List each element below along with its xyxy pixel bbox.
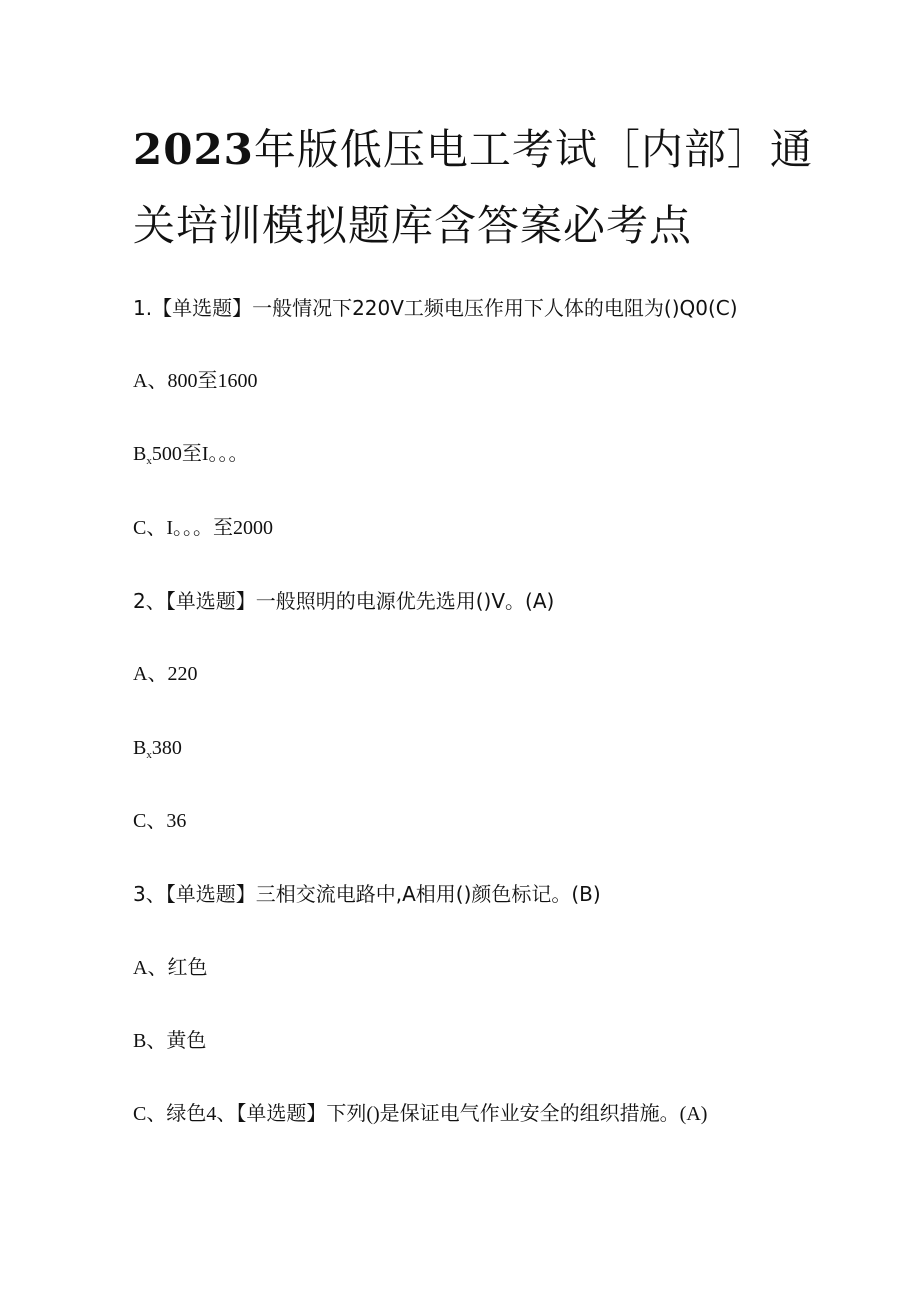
question-3: 3、【单选题】三相交流电路中,A相用()颜色标记。(B) bbox=[133, 882, 601, 906]
option-text: 380 bbox=[151, 737, 182, 759]
question-3-option-c: C、绿色4、【单选题】下列()是保证电气作业安全的组织措施。(A) bbox=[133, 1103, 708, 1125]
question-3-option-a: A、红色 bbox=[133, 957, 208, 979]
option-subscript: x bbox=[146, 455, 152, 467]
option-text: 500至I。。。 bbox=[151, 443, 249, 465]
document-title bbox=[133, 112, 813, 264]
question-2-option-c: C、36 bbox=[133, 810, 187, 832]
title-line-1-text: 年版低压电工考试［内部］通 bbox=[253, 125, 813, 174]
title-year: 2023 bbox=[133, 125, 254, 174]
question-1: 1.【单选题】一般情况下220V工频电压作用下人体的电阻为()Q0(C) bbox=[133, 296, 738, 320]
question-2: 2、【单选题】一般照明的电源优先选用()V。(A) bbox=[133, 589, 555, 613]
title-line-1 bbox=[133, 112, 813, 188]
question-1-option-c: C、I。。。至2000 bbox=[133, 517, 273, 539]
question-1-option-a: A、800至1600 bbox=[133, 370, 258, 392]
question-2-option-b bbox=[133, 734, 182, 769]
option-letter: B bbox=[133, 443, 147, 465]
question-1-option-b bbox=[133, 440, 249, 475]
title-line-2: 关培训模拟题库含答案必考点 bbox=[133, 201, 693, 250]
option-letter: B bbox=[133, 737, 147, 759]
option-subscript: x bbox=[146, 749, 152, 761]
question-3-option-b: B、黄色 bbox=[133, 1030, 207, 1052]
question-2-option-a: A、220 bbox=[133, 663, 198, 685]
